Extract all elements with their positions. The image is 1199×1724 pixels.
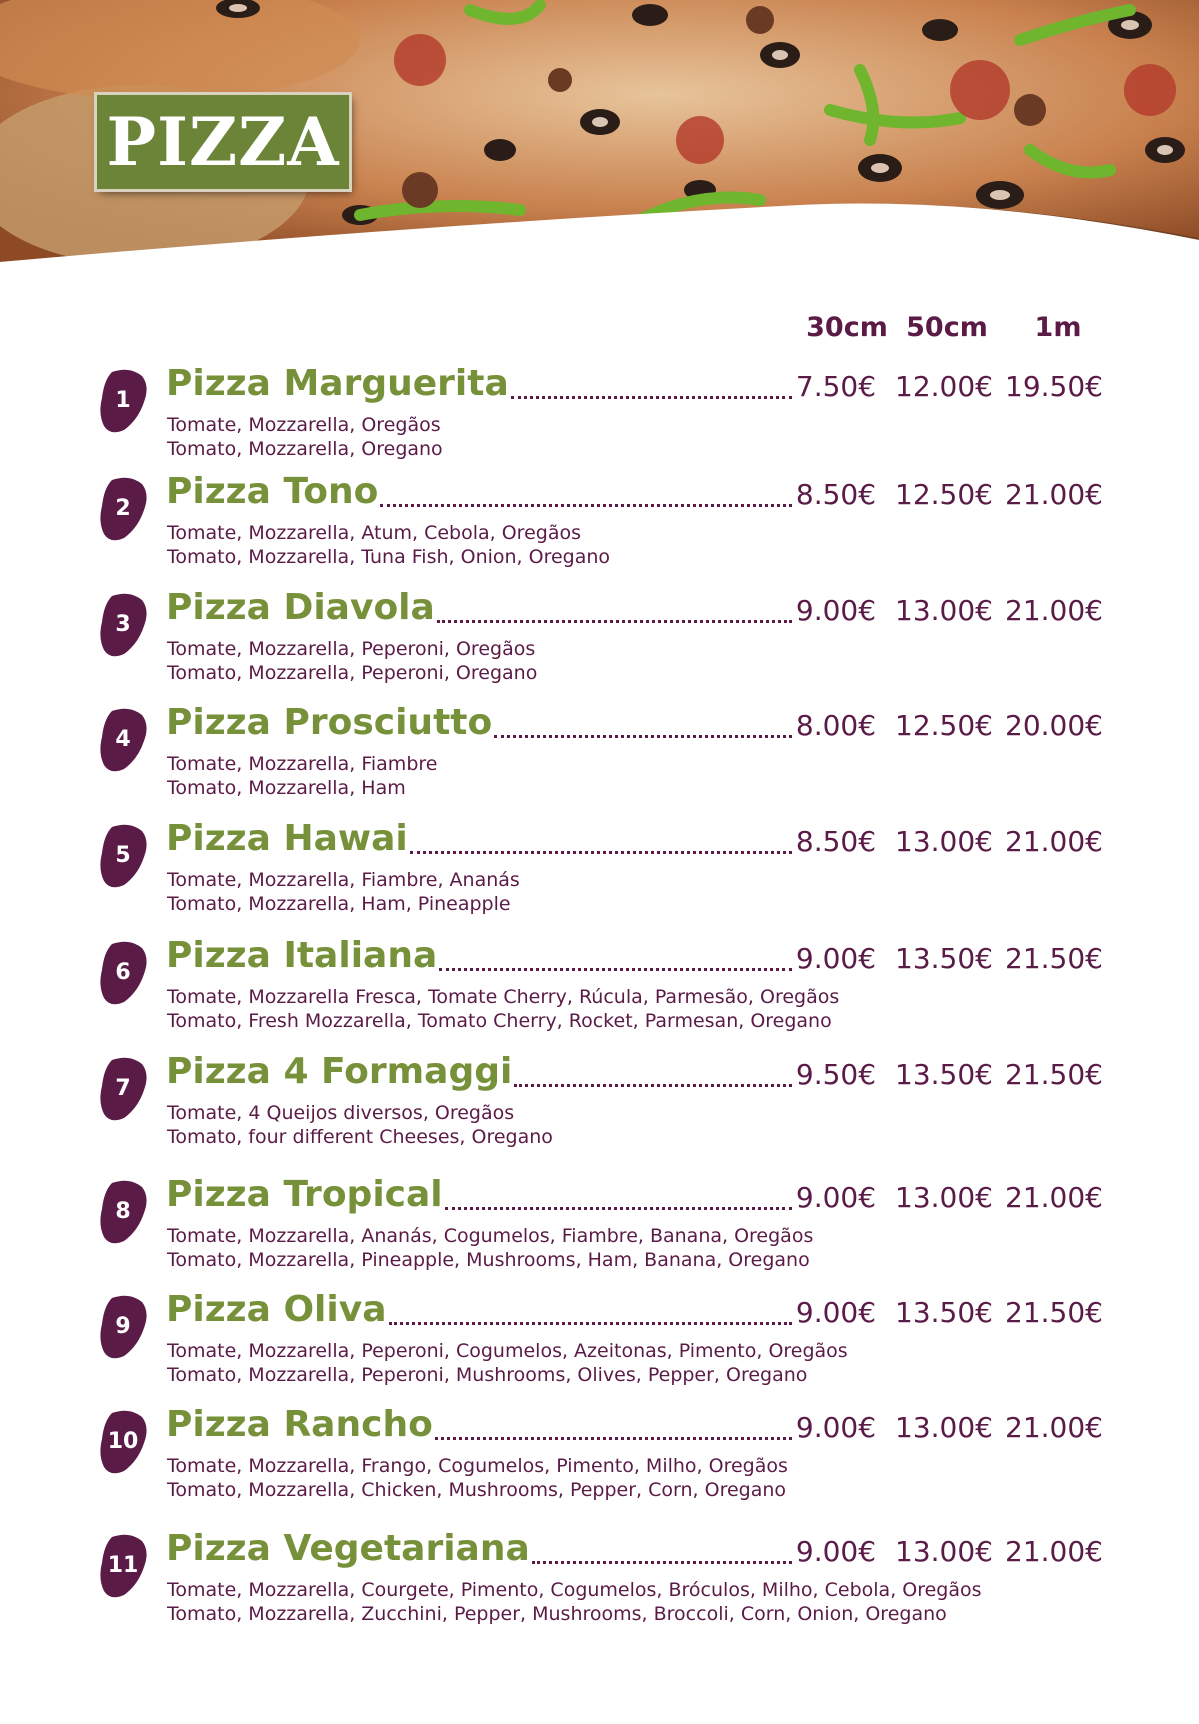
- menu-item: [0, 363, 1199, 473]
- menu-item: [0, 1051, 1199, 1161]
- item-description-en: Tomato, Mozzarella, Peperoni, Mushrooms, Olives, Pepper, Oregano: [167, 1364, 808, 1386]
- item-number: 7: [115, 1076, 131, 1101]
- price-50cm: 12.50€: [895, 478, 993, 511]
- price-50cm: 13.00€: [895, 1411, 993, 1444]
- item-name-row: [166, 363, 792, 411]
- menu-item: [0, 587, 1199, 697]
- dot-leader: [380, 498, 792, 507]
- item-number: 11: [107, 1553, 139, 1578]
- item-name: Pizza Hawai: [166, 818, 408, 859]
- item-description-pt: Tomate, Mozzarella, Courgete, Pimento, Cogumelos, Bróculos, Milho, Cebola, Oregãos: [167, 1579, 982, 1601]
- price-50cm: 13.50€: [895, 1058, 993, 1091]
- item-description-en: Tomato, Mozzarella, Oregano: [167, 438, 443, 460]
- price-50cm: 13.00€: [895, 825, 993, 858]
- menu-item: [0, 471, 1199, 581]
- item-name: Pizza Oliva: [166, 1289, 387, 1330]
- item-description-pt: Tomate, Mozzarella, Peperoni, Oregãos: [167, 638, 536, 660]
- menu-item: [0, 1404, 1199, 1514]
- item-description-en: Tomato, Mozzarella, Zucchini, Pepper, Mushrooms, Broccoli, Corn, Onion, Oregano: [167, 1603, 947, 1625]
- item-number-badge: [98, 1179, 148, 1245]
- price-1m: 21.00€: [1005, 1181, 1103, 1214]
- price-50cm: 13.00€: [895, 1181, 993, 1214]
- item-description-en: Tomato, Mozzarella, Ham: [167, 777, 406, 799]
- price-50cm: 12.00€: [895, 370, 993, 403]
- item-name: Pizza Tropical: [166, 1174, 443, 1215]
- item-number-badge: [98, 476, 148, 542]
- item-number-badge: [98, 1533, 148, 1599]
- menu-item: [0, 818, 1199, 928]
- price-30cm: 9.50€: [795, 1058, 877, 1091]
- item-description-pt: Tomate, 4 Queijos diversos, Oregãos: [167, 1102, 515, 1124]
- page-title: PIZZA: [97, 95, 349, 189]
- item-name-row: [166, 1051, 792, 1099]
- item-description-pt: Tomate, Mozzarella, Fiambre, Ananás: [167, 869, 520, 891]
- dot-leader: [389, 1316, 793, 1325]
- price-30cm: 8.50€: [795, 478, 877, 511]
- item-name: Pizza Marguerita: [166, 363, 509, 404]
- item-name: Pizza Vegetariana: [166, 1528, 530, 1569]
- item-description-en: Tomato, Mozzarella, Chicken, Mushrooms, Pepper, Corn, Oregano: [167, 1479, 787, 1501]
- item-name-row: [166, 1528, 792, 1576]
- item-name: Pizza Italiana: [166, 935, 438, 976]
- size-header-1m: 1m: [1034, 312, 1082, 343]
- item-number: 9: [115, 1314, 131, 1339]
- price-30cm: 9.00€: [795, 1296, 877, 1329]
- item-description-pt: Tomate, Mozzarella, Oregãos: [167, 414, 441, 436]
- item-number: 1: [115, 388, 131, 413]
- price-1m: 21.50€: [1005, 1058, 1103, 1091]
- price-50cm: 13.50€: [895, 942, 993, 975]
- menu-item: [0, 935, 1199, 1045]
- item-name-row: [166, 1404, 792, 1452]
- item-number: 8: [115, 1199, 131, 1224]
- price-1m: 21.00€: [1005, 594, 1103, 627]
- item-number-badge: [98, 1294, 148, 1360]
- item-description-pt: Tomate, Mozzarella, Ananás, Cogumelos, Fiambre, Banana, Oregãos: [167, 1225, 814, 1247]
- price-50cm: 13.00€: [895, 1535, 993, 1568]
- price-30cm: 9.00€: [795, 1411, 877, 1444]
- price-1m: 21.00€: [1005, 1535, 1103, 1568]
- item-description-en: Tomato, Mozzarella, Peperoni, Oregano: [167, 662, 538, 684]
- item-number: 3: [115, 612, 131, 637]
- item-description-pt: Tomate, Mozzarella, Fiambre: [167, 753, 438, 775]
- item-name-row: [166, 587, 792, 635]
- price-30cm: 9.00€: [795, 942, 877, 975]
- size-header-50cm: 50cm: [906, 312, 988, 343]
- price-30cm: 9.00€: [795, 1181, 877, 1214]
- item-description-pt: Tomate, Mozzarella Fresca, Tomate Cherry, Rúcula, Parmesão, Oregãos: [167, 986, 840, 1008]
- price-1m: 21.00€: [1005, 478, 1103, 511]
- price-1m: 20.00€: [1005, 709, 1103, 742]
- item-description-en: Tomato, Fresh Mozzarella, Tomato Cherry, Rocket, Parmesan, Oregano: [167, 1010, 832, 1032]
- menu-item: [0, 1174, 1199, 1284]
- item-number: 5: [115, 843, 131, 868]
- item-description-en: Tomato, Mozzarella, Pineapple, Mushrooms, Ham, Banana, Oregano: [167, 1249, 810, 1271]
- dot-leader: [435, 1431, 792, 1440]
- item-name: Pizza Diavola: [166, 587, 435, 628]
- price-30cm: 8.00€: [795, 709, 877, 742]
- item-number-badge: [98, 823, 148, 889]
- dot-leader: [439, 962, 792, 971]
- dot-leader: [514, 1078, 792, 1087]
- dot-leader: [445, 1201, 792, 1210]
- item-name-row: [166, 935, 792, 983]
- menu-item: [0, 1528, 1199, 1638]
- item-name: Pizza 4 Formaggi: [166, 1051, 513, 1092]
- item-description-pt: Tomate, Mozzarella, Atum, Cebola, Oregãos: [167, 522, 581, 544]
- price-30cm: 8.50€: [795, 825, 877, 858]
- price-30cm: 9.00€: [795, 1535, 877, 1568]
- price-1m: 21.50€: [1005, 1296, 1103, 1329]
- price-50cm: 12.50€: [895, 709, 993, 742]
- dot-leader: [437, 614, 792, 623]
- item-description-en: Tomato, Mozzarella, Ham, Pineapple: [167, 893, 511, 915]
- item-number-badge: [98, 707, 148, 773]
- item-number: 6: [115, 960, 131, 985]
- header-photo: [0, 0, 1199, 320]
- menu-item: [0, 702, 1199, 812]
- item-number-badge: [98, 368, 148, 434]
- item-number-badge: [98, 1056, 148, 1122]
- dot-leader: [511, 390, 792, 399]
- item-name: Pizza Tono: [166, 471, 379, 512]
- price-1m: 21.50€: [1005, 942, 1103, 975]
- item-name-row: [166, 818, 792, 866]
- price-1m: 19.50€: [1005, 370, 1103, 403]
- price-50cm: 13.00€: [895, 594, 993, 627]
- menu-item: [0, 1289, 1199, 1399]
- item-number: 2: [115, 496, 131, 521]
- dot-leader: [410, 845, 792, 854]
- price-30cm: 9.00€: [795, 594, 877, 627]
- dot-leader: [494, 729, 792, 738]
- item-name-row: [166, 1174, 792, 1222]
- size-header-30cm: 30cm: [806, 312, 888, 343]
- item-number-badge: [98, 592, 148, 658]
- item-number: 4: [115, 727, 131, 752]
- item-name: Pizza Prosciutto: [166, 702, 493, 743]
- price-1m: 21.00€: [1005, 1411, 1103, 1444]
- item-number: 10: [107, 1429, 139, 1454]
- item-description-en: Tomato, four different Cheeses, Oregano: [167, 1126, 553, 1148]
- price-30cm: 7.50€: [795, 370, 877, 403]
- item-description-pt: Tomate, Mozzarella, Frango, Cogumelos, Pimento, Milho, Oregãos: [167, 1455, 788, 1477]
- dot-leader: [532, 1555, 792, 1564]
- price-1m: 21.00€: [1005, 825, 1103, 858]
- item-description-pt: Tomate, Mozzarella, Peperoni, Cogumelos, Azeitonas, Pimento, Oregãos: [167, 1340, 848, 1362]
- item-name-row: [166, 471, 792, 519]
- item-description-en: Tomato, Mozzarella, Tuna Fish, Onion, Oregano: [167, 546, 611, 568]
- item-name-row: [166, 1289, 792, 1337]
- item-name: Pizza Rancho: [166, 1404, 433, 1445]
- item-number-badge: [98, 940, 148, 1006]
- item-number-badge: [98, 1409, 148, 1475]
- price-50cm: 13.50€: [895, 1296, 993, 1329]
- item-name-row: [166, 702, 792, 750]
